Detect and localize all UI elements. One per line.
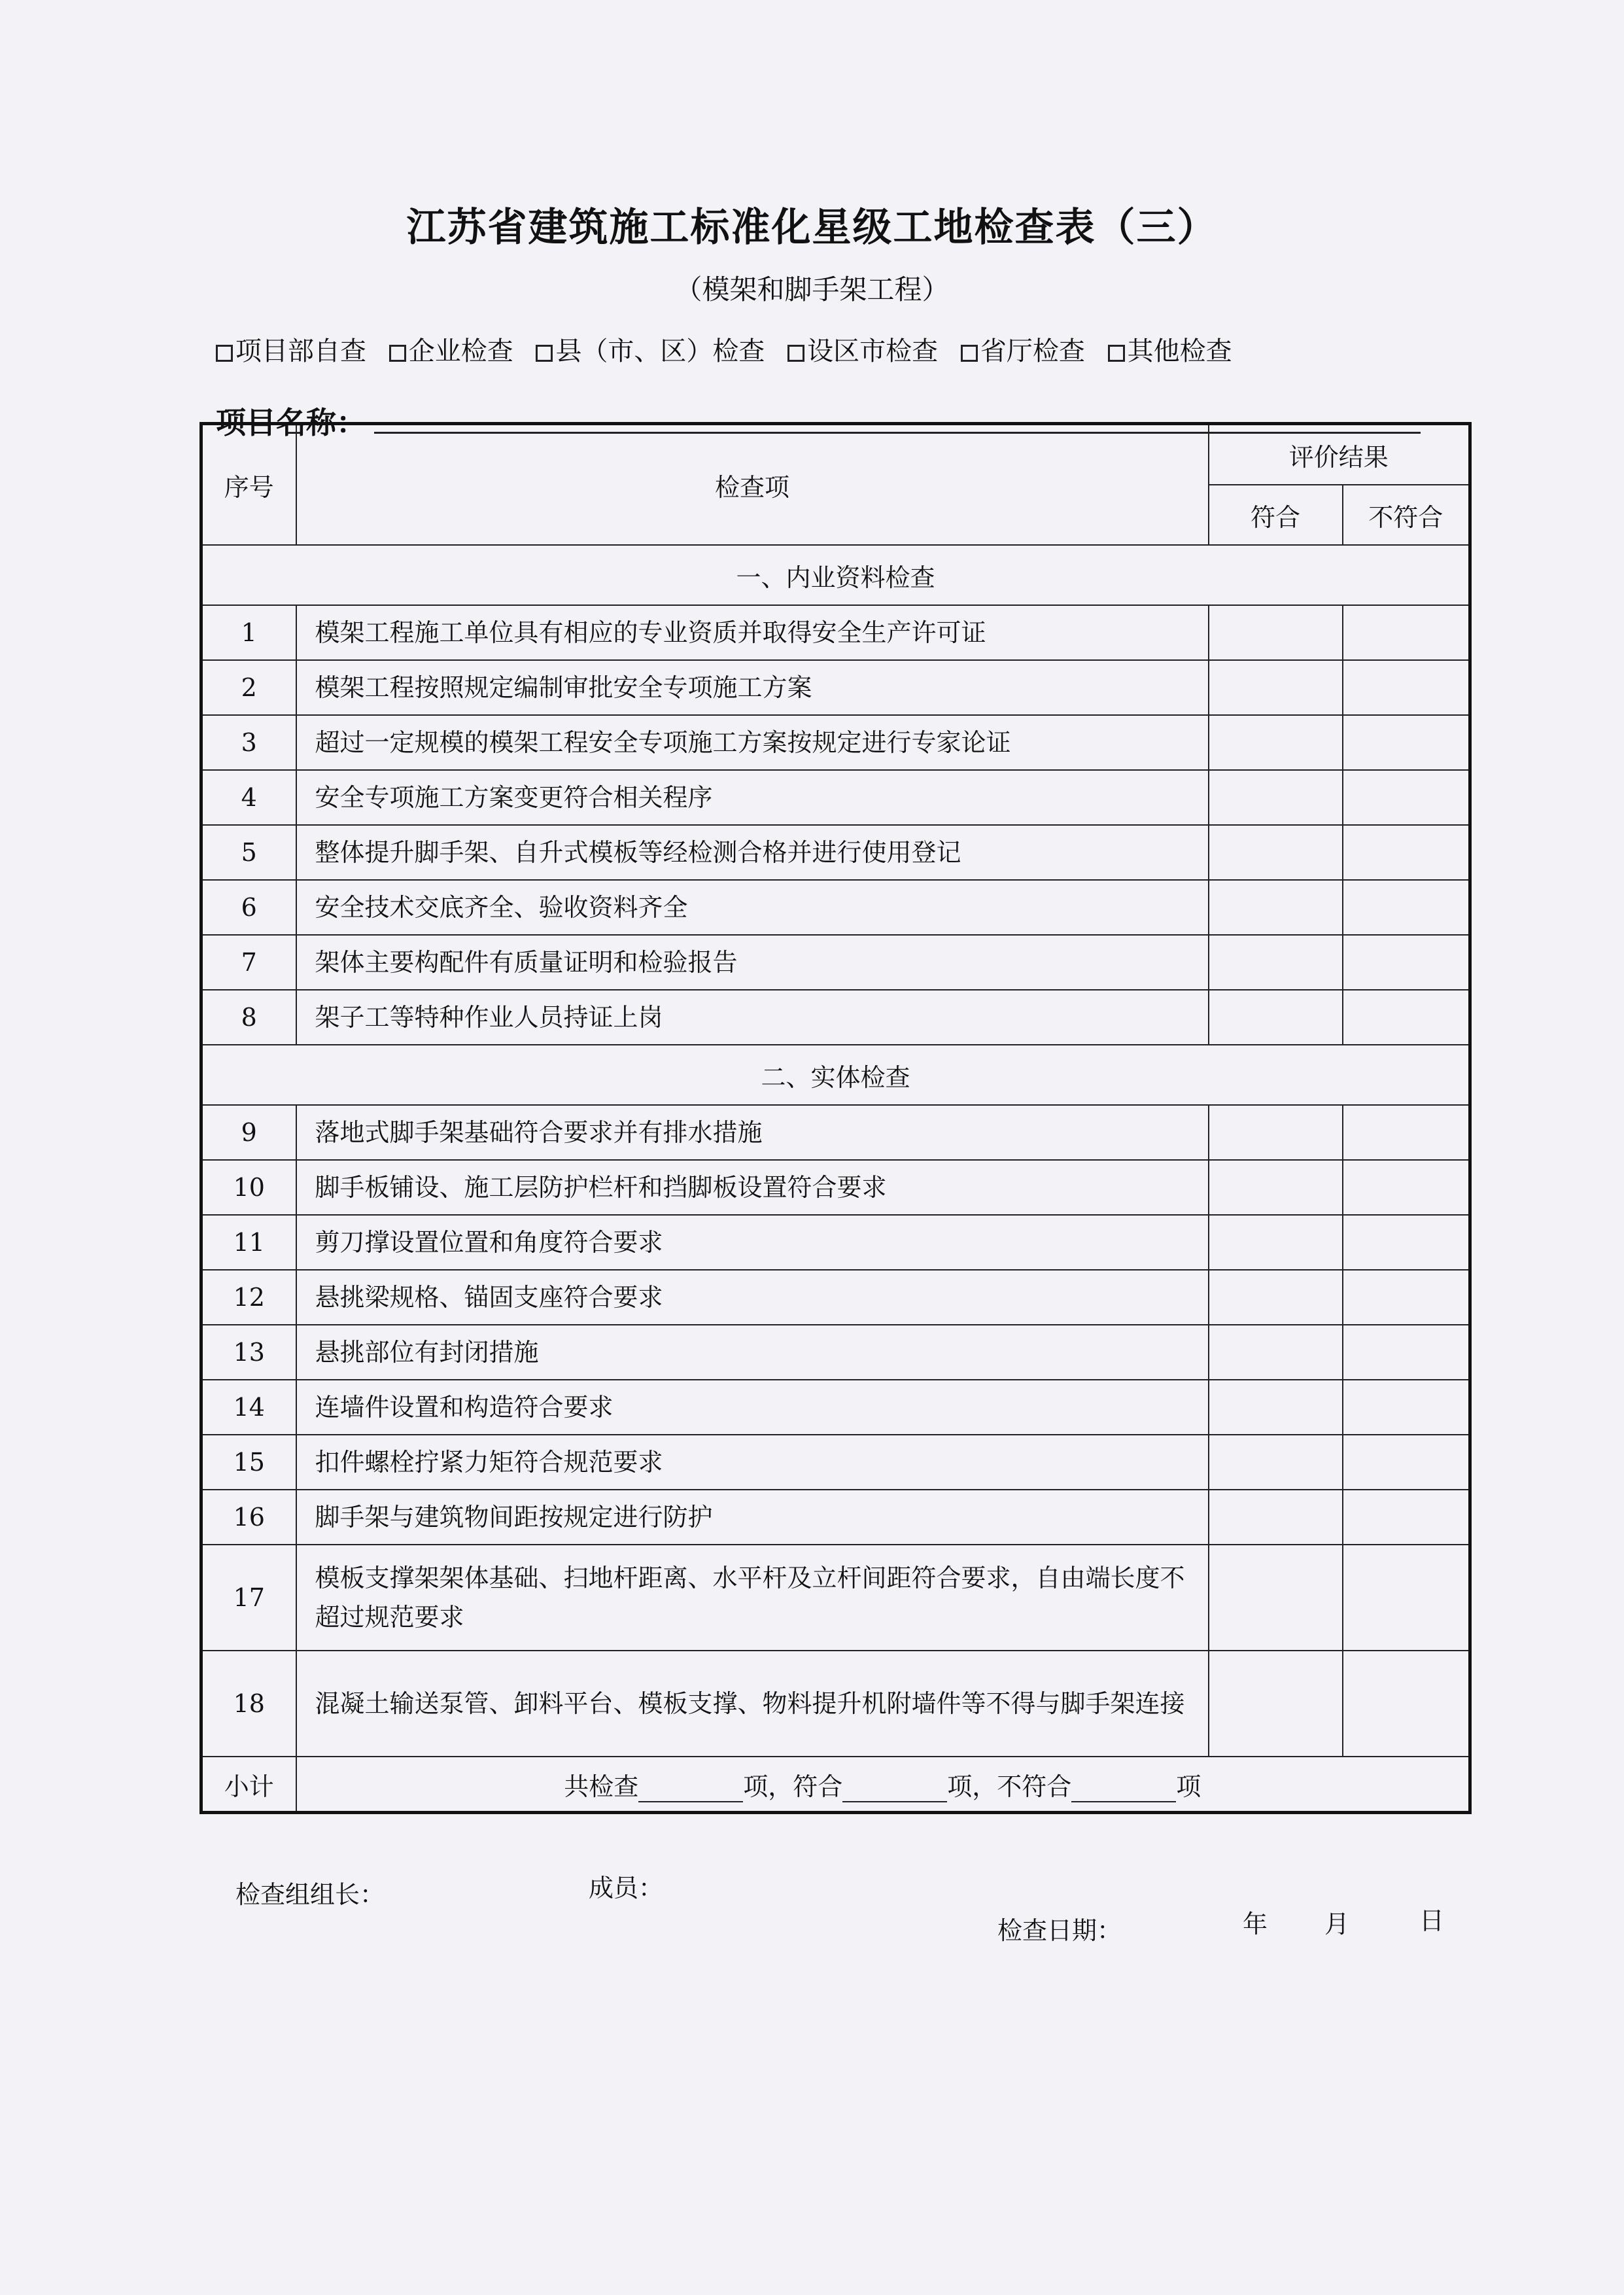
project-name-label: 项目名称： — [216, 405, 366, 440]
row-check-item: 安全技术交底齐全、验收资料齐全 — [296, 880, 1209, 935]
row-pass-cell[interactable] — [1209, 1490, 1343, 1545]
row-check-item: 整体提升脚手架、自升式模板等经检测合格并进行使用登记 — [296, 825, 1209, 880]
row-number: 12 — [201, 1270, 296, 1325]
row-number: 13 — [201, 1325, 296, 1380]
row-number: 17 — [201, 1545, 296, 1651]
inspection-date-label: 检查日期： — [997, 1916, 1122, 1945]
row-fail-cell[interactable] — [1343, 660, 1470, 715]
row-fail-cell[interactable] — [1343, 1270, 1470, 1325]
header-fail: 不符合 — [1343, 485, 1470, 545]
section-title-physical: 二、实体检查 — [201, 1045, 1470, 1105]
inspection-leader-label: 检查组组长： — [235, 1880, 385, 1909]
row-fail-cell[interactable] — [1343, 935, 1470, 990]
row-check-item: 安全专项施工方案变更符合相关程序 — [296, 770, 1209, 825]
checkbox-icon[interactable] — [216, 345, 233, 362]
row-pass-cell[interactable] — [1209, 990, 1343, 1045]
row-number: 8 — [201, 990, 296, 1045]
check-type-option[interactable] — [389, 330, 513, 368]
checkbox-icon[interactable] — [961, 345, 978, 362]
row-pass-cell[interactable] — [1209, 825, 1343, 880]
row-check-item: 落地式脚手架基础符合要求并有排水措施 — [296, 1105, 1209, 1160]
row-number: 6 — [201, 880, 296, 935]
inspection-table — [199, 422, 1472, 1814]
table-row — [201, 1215, 1470, 1270]
row-check-item: 混凝土输送泵管、卸料平台、模板支撑、物料提升机附墙件等不得与脚手架连接 — [296, 1651, 1209, 1757]
subtotal-total-field[interactable] — [638, 1779, 743, 1802]
check-type-label: 企业检查 — [408, 336, 513, 366]
table-row — [201, 990, 1470, 1045]
row-fail-cell[interactable] — [1343, 1490, 1470, 1545]
row-fail-cell[interactable] — [1343, 1105, 1470, 1160]
date-year-label: 年 — [1243, 1910, 1268, 1938]
check-type-option[interactable] — [1108, 330, 1232, 368]
table-row — [201, 715, 1470, 770]
page-subtitle: （模架和脚手架工程） — [674, 273, 950, 306]
row-fail-cell[interactable] — [1343, 1435, 1470, 1490]
row-pass-cell[interactable] — [1209, 1215, 1343, 1270]
row-fail-cell[interactable] — [1343, 770, 1470, 825]
header-result: 评价结果 — [1209, 424, 1470, 485]
table-row — [201, 605, 1470, 660]
row-fail-cell[interactable] — [1343, 1215, 1470, 1270]
row-number: 2 — [201, 660, 296, 715]
section-title-documents: 一、内业资料检查 — [201, 545, 1470, 605]
row-check-item: 模板支撑架架体基础、扫地杆距离、水平杆及立杆间距符合要求，自由端长度不超过规范要求 — [296, 1545, 1209, 1651]
row-pass-cell[interactable] — [1209, 1380, 1343, 1435]
row-number: 5 — [201, 825, 296, 880]
row-number: 18 — [201, 1651, 296, 1757]
row-check-item: 超过一定规模的模架工程安全专项施工方案按规定进行专家论证 — [296, 715, 1209, 770]
check-type-options — [216, 330, 1247, 368]
table-row — [201, 1105, 1470, 1160]
check-type-option[interactable] — [787, 330, 938, 368]
row-fail-cell[interactable] — [1343, 880, 1470, 935]
table-row — [201, 1651, 1470, 1757]
check-type-option[interactable] — [536, 330, 765, 368]
row-fail-cell[interactable] — [1343, 1545, 1470, 1651]
row-number: 15 — [201, 1435, 296, 1490]
subtotal-pass-label: 项，符合 — [743, 1772, 843, 1801]
check-type-label: 县（市、区）检查 — [555, 336, 765, 366]
row-check-item: 剪刀撑设置位置和角度符合要求 — [296, 1215, 1209, 1270]
row-pass-cell[interactable] — [1209, 1545, 1343, 1651]
row-check-item: 脚手架与建筑物间距按规定进行防护 — [296, 1490, 1209, 1545]
subtotal-label: 小计 — [201, 1757, 296, 1813]
table-row — [201, 1545, 1470, 1651]
row-fail-cell[interactable] — [1343, 715, 1470, 770]
row-number: 14 — [201, 1380, 296, 1435]
row-check-item: 模架工程施工单位具有相应的专业资质并取得安全生产许可证 — [296, 605, 1209, 660]
checkbox-icon[interactable] — [389, 345, 406, 362]
date-day-label: 日 — [1419, 1906, 1445, 1935]
table-row — [201, 825, 1470, 880]
table-row — [201, 935, 1470, 990]
check-type-label: 其他检查 — [1127, 336, 1232, 366]
row-check-item: 架体主要构配件有质量证明和检验报告 — [296, 935, 1209, 990]
row-pass-cell[interactable] — [1209, 880, 1343, 935]
row-fail-cell[interactable] — [1343, 825, 1470, 880]
date-month-label: 月 — [1324, 1910, 1350, 1938]
table-row — [201, 660, 1470, 715]
table-row — [201, 1490, 1470, 1545]
table-row — [201, 1380, 1470, 1435]
row-fail-cell[interactable] — [1343, 990, 1470, 1045]
row-pass-cell[interactable] — [1209, 660, 1343, 715]
table-row — [201, 880, 1470, 935]
subtotal-pass-field[interactable] — [842, 1779, 947, 1802]
check-type-option[interactable] — [961, 330, 1085, 368]
header-item: 检查项 — [296, 424, 1209, 546]
row-number: 7 — [201, 935, 296, 990]
header-pass: 符合 — [1209, 485, 1343, 545]
page-title: 江苏省建筑施工标准化星级工地检查表（三） — [406, 205, 1218, 251]
row-pass-cell[interactable] — [1209, 1325, 1343, 1380]
row-fail-cell[interactable] — [1343, 1160, 1470, 1215]
table-row — [201, 770, 1470, 825]
inspection-members-label: 成员： — [589, 1874, 664, 1902]
checkbox-icon[interactable] — [1108, 345, 1125, 362]
row-number: 16 — [201, 1490, 296, 1545]
row-number: 4 — [201, 770, 296, 825]
table-row — [201, 1325, 1470, 1380]
row-check-item: 悬挑梁规格、锚固支座符合要求 — [296, 1270, 1209, 1325]
row-fail-cell[interactable] — [1343, 1651, 1470, 1757]
section-rows-documents — [201, 605, 1470, 1045]
subtotal-total-label: 共检查 — [564, 1772, 639, 1801]
row-check-item: 脚手板铺设、施工层防护栏杆和挡脚板设置符合要求 — [296, 1160, 1209, 1215]
table-row — [201, 1270, 1470, 1325]
row-number: 11 — [201, 1215, 296, 1270]
row-pass-cell[interactable] — [1209, 1651, 1343, 1757]
row-check-item: 模架工程按照规定编制审批安全专项施工方案 — [296, 660, 1209, 715]
row-check-item: 扣件螺栓拧紧力矩符合规范要求 — [296, 1435, 1209, 1490]
check-type-label: 省厅检查 — [980, 336, 1085, 366]
row-number: 3 — [201, 715, 296, 770]
row-fail-cell[interactable] — [1343, 605, 1470, 660]
subtotal-summary — [296, 1757, 1470, 1813]
table-row — [201, 1160, 1470, 1215]
row-pass-cell[interactable] — [1209, 605, 1343, 660]
row-pass-cell[interactable] — [1209, 935, 1343, 990]
row-number: 9 — [201, 1105, 296, 1160]
checkbox-icon[interactable] — [787, 345, 804, 362]
check-type-label: 设区市检查 — [807, 336, 939, 366]
row-pass-cell[interactable] — [1209, 1435, 1343, 1490]
row-pass-cell[interactable] — [1209, 770, 1343, 825]
row-check-item: 悬挑部位有封闭措施 — [296, 1325, 1209, 1380]
row-pass-cell[interactable] — [1209, 715, 1343, 770]
checkbox-icon[interactable] — [536, 345, 553, 362]
check-type-option[interactable] — [216, 330, 366, 368]
row-number: 1 — [201, 605, 296, 660]
subtotal-unit: 项 — [1176, 1772, 1201, 1801]
row-number: 10 — [201, 1160, 296, 1215]
row-check-item: 架子工等特种作业人员持证上岗 — [296, 990, 1209, 1045]
header-seq: 序号 — [201, 424, 296, 546]
section-rows-physical — [201, 1105, 1470, 1757]
subtotal-fail-label: 项，不符合 — [947, 1772, 1072, 1801]
row-pass-cell[interactable] — [1209, 1270, 1343, 1325]
row-check-item: 连墙件设置和构造符合要求 — [296, 1380, 1209, 1435]
subtotal-fail-field[interactable] — [1071, 1779, 1176, 1802]
table-row — [201, 1435, 1470, 1490]
row-pass-cell[interactable] — [1209, 1105, 1343, 1160]
row-pass-cell[interactable] — [1209, 1160, 1343, 1215]
row-fail-cell[interactable] — [1343, 1325, 1470, 1380]
check-type-label: 项目部自查 — [235, 336, 366, 366]
row-fail-cell[interactable] — [1343, 1380, 1470, 1435]
